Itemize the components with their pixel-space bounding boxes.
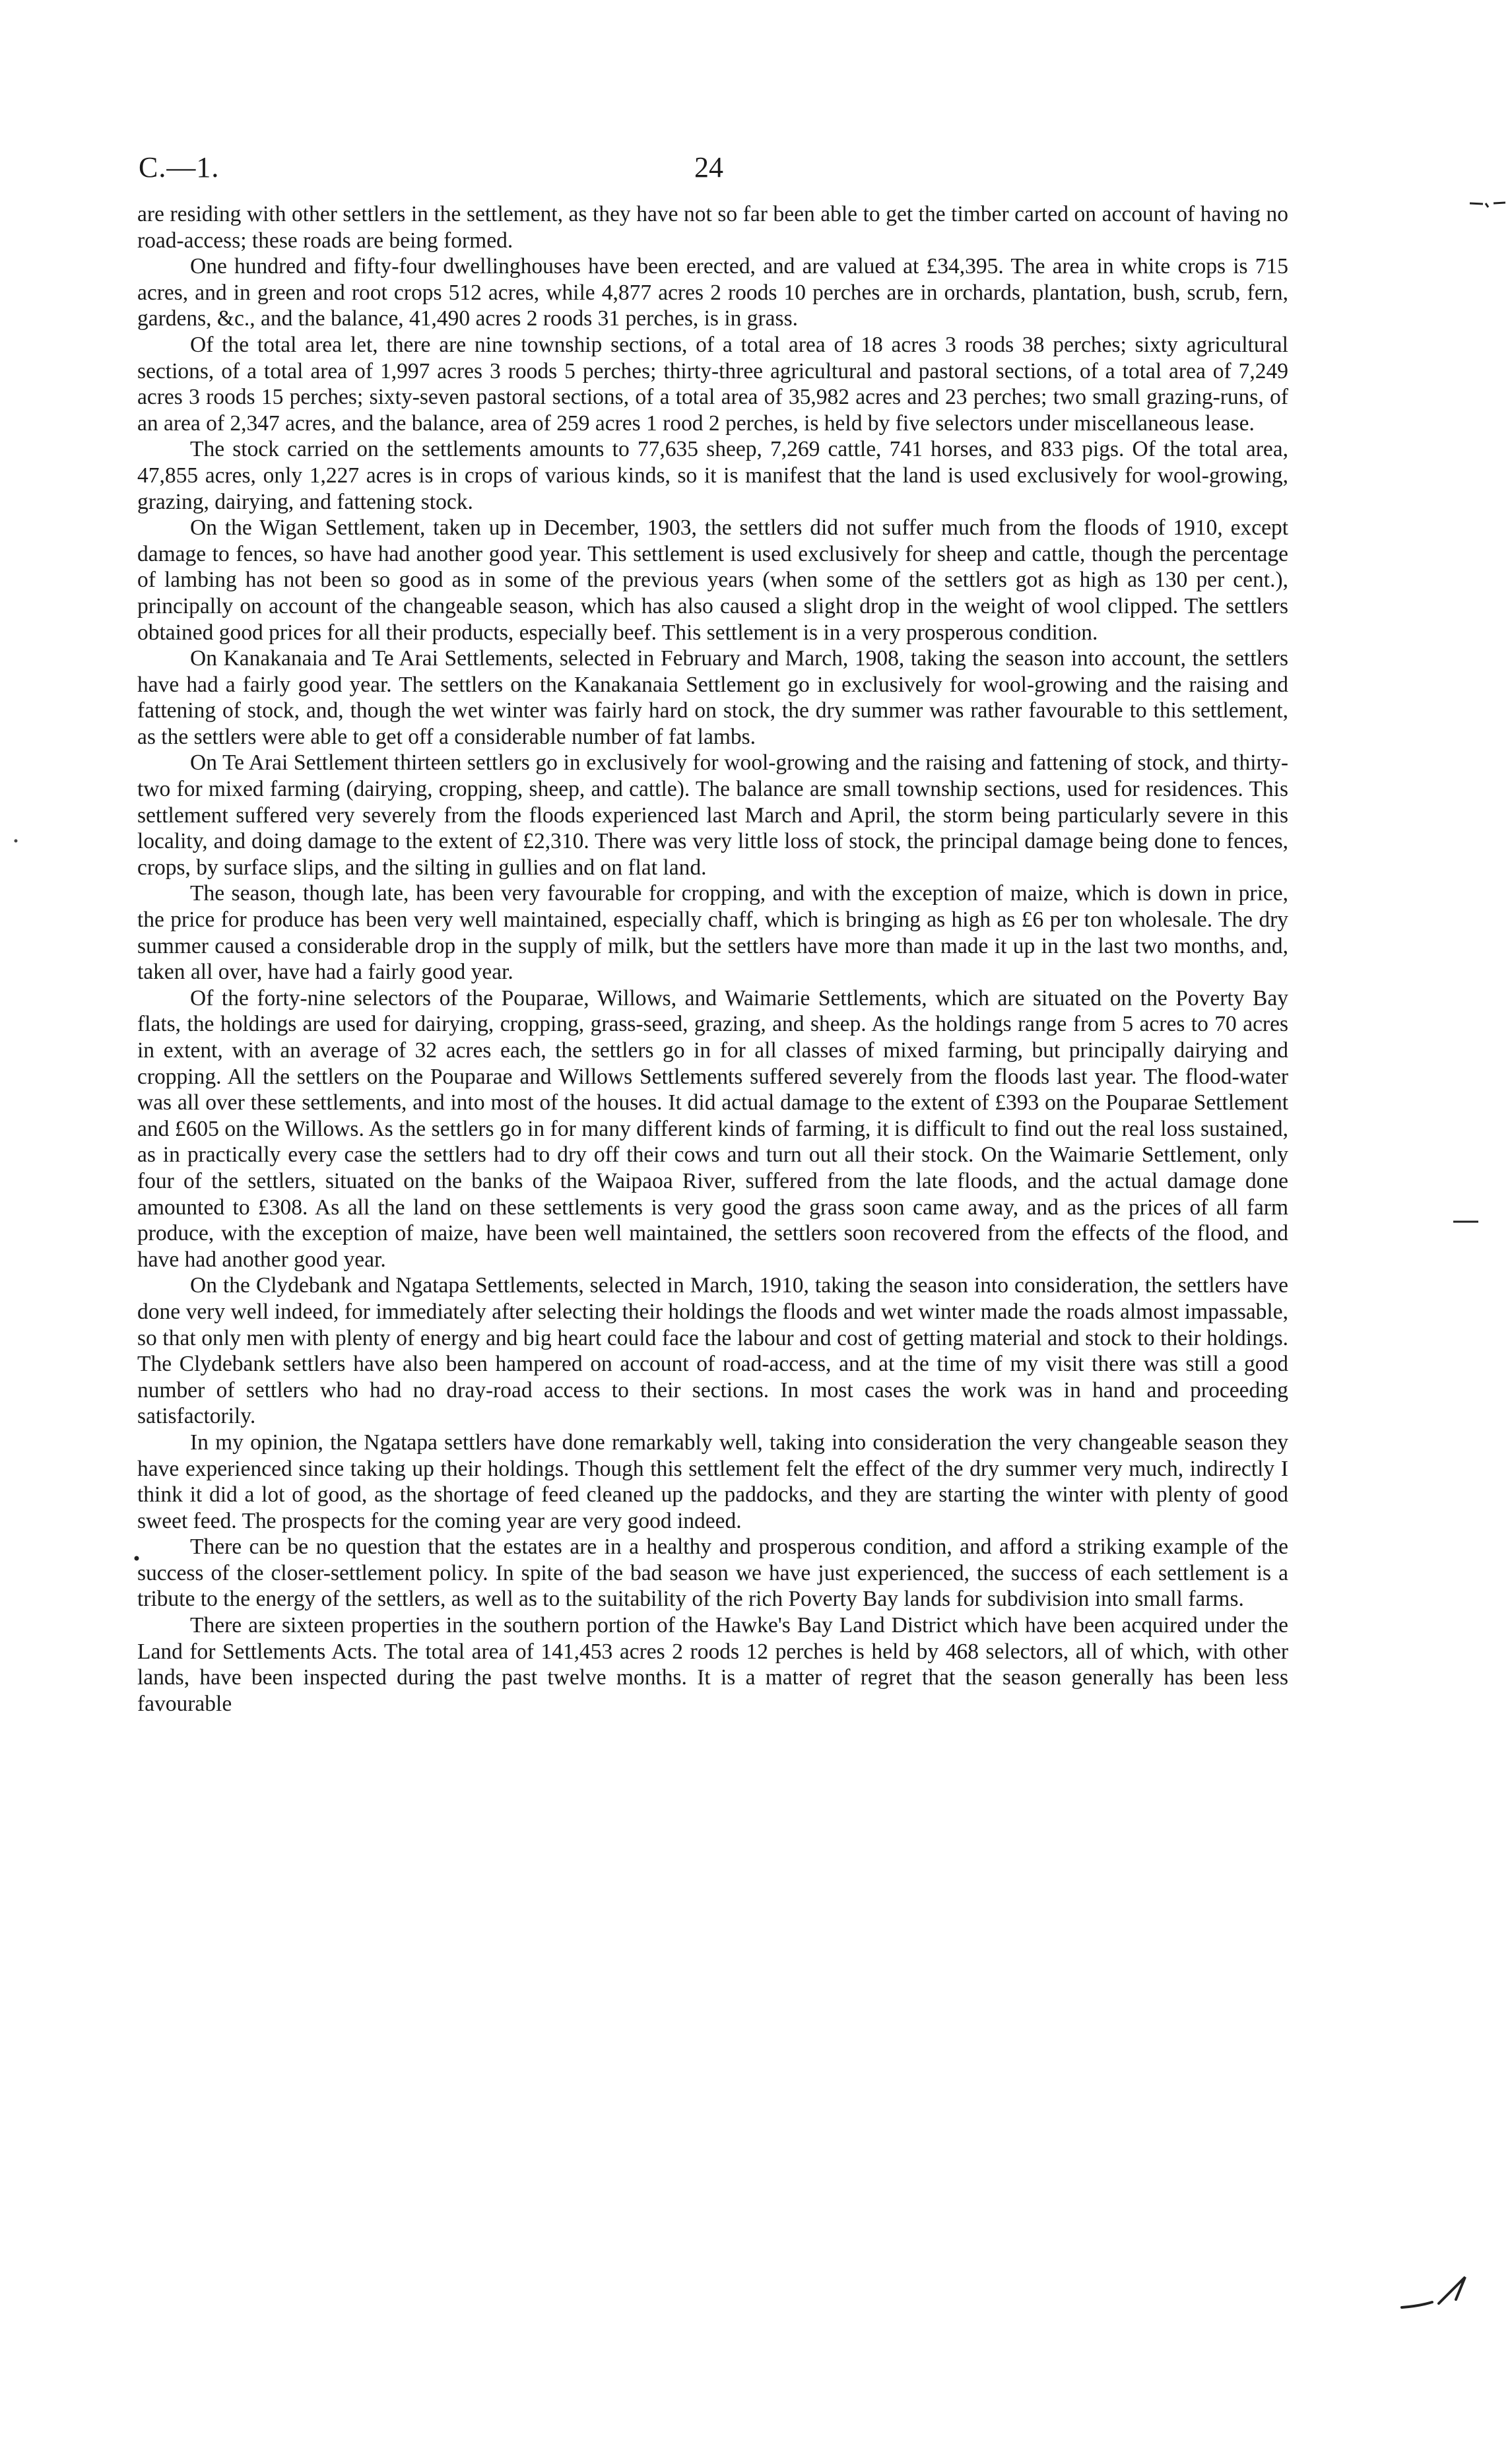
paragraph-clydebank: On the Clydebank and Ngatapa Settlements, selected in March, 1910, taking the season into consideration, the settlers have done very well indeed, for immediately after selecting their holdings the floods and wet winter made the roads almost impassable, so that only men with plenty of energy and big heart could face the labour and cost of getting material and stock to their holdings. The Clydebank settlers have also been hampered on account of road-access, and at the time of my visit there was still a good number of settlers who had no dray-road access to their sections. In most cases the work was in hand and proceeding satisfactorily. [137, 1273, 1288, 1429]
paragraph-te-arai: On Te Arai Settlement thirteen settlers go in exclusively for wool-growing and the raising and fattening of stock, and thirty-two for mixed farming (dairying, cropping, sheep, and cattle). The balance are small township sections, used for residences. This settlement suffered very severely from the floods experienced last March and April, the storm being particularly severe in this locality, and doing damage to the extent of £2,310. There was very little loss of stock, the principal damage being done to fences, crops, by surface slips, and the silting in gullies and on flat land. [137, 750, 1288, 880]
body-text [137, 201, 1288, 1717]
paragraph-stock: The stock carried on the settlements amounts to 77,635 sheep, 7,269 cattle, 741 horses, and 833 pigs. Of the total area, 47,855 acres, only 1,227 acres is in crops of various kinds, so it is manifest that the land is used exclusively for wool-growing, grazing, dairying, and fattening stock. [137, 437, 1288, 514]
margin-dot-left [13, 838, 18, 844]
paragraph-ngatapa: In my opinion, the Ngatapa settlers have done remarkably well, taking into consideration the very changeable season they have experienced since taking up their holdings. Though this settlement felt the effect of the dry summer very much, indirectly I think it did a lot of good, as the shortage of feed cleaned up the paddocks, and they are starting the winter with plenty of good sweet feed. The prospects for the coming year are very good indeed. [137, 1430, 1288, 1533]
paragraph-wigan: On the Wigan Settlement, taken up in December, 1903, the settlers did not suffer much from the floods of 1910, except damage to fences, so have had another good year. This settlement is used exclusively for sheep and cattle, though the percentage of lambing has not been so good as in some of the previous years (when some of the settlers got as high as 130 per cent.), principally on account of the changeable season, which has also caused a slight drop in the weight of wool clipped. The settlers obtained good prices for all their products, especially beef. This settlement is in a very prosperous condition. [137, 515, 1288, 645]
paragraph-dwellinghouses: One hundred and fifty-four dwellinghouses have been erected, and are valued at £34,395. The area in white crops is 715 acres, and in green and root crops 512 acres, while 4,877 acres 2 roods 10 perches are in orchards, plantation, bush, scrub, fern, gardens, &c., and the balance, 41,490 acres 2 roods 31 perches, is in grass. [137, 254, 1288, 331]
paragraph-hawkes-bay: There are sixteen properties in the southern portion of the Hawke's Bay Land District which have been acquired under the Land for Settlements Acts. The total area of 141,453 acres 2 roods 12 perches is held by 468 selectors, all of which, with other lands, have been inspected during the past twelve months. It is a matter of regret that the season generally has been less favourable [137, 1613, 1288, 1716]
page-header [139, 150, 1287, 190]
paragraph-continuation: are residing with other settlers in the settlement, as they have not so far been able to get the timber carted on account of having no road-access; these roads are being formed. [137, 202, 1288, 253]
series-reference: C.—1. [139, 151, 220, 183]
paragraph-pouparae: Of the forty-nine selectors of the Pouparae, Willows, and Waimarie Settlements, which are situated on the Poverty Bay flats, the holdings are used for dairying, cropping, grass-seed, grazing, and sheep. As the holdings range from 5 acres to 70 acres in extent, with an average of 32 acres each, the settlers go in for all classes of mixed farming, but principally dairying and cropping. All the settlers on the Pouparae and Willows Settlements suffered severely from the floods last year. The flood-water was all over these settlements, and into most of the houses. It did actual damage to the extent of £393 on the Pouparae Settlement and £605 on the Willows. As the settlers go in for many different kinds of farming, it is difficult to find out the real loss sustained, as in practically every case the settlers had to dry off their cows and turn out all their stock. On the Waimarie Settlement, only four of the settlers, situated on the banks of the Waipaoa River, suffered from the late floods, and the actual damage done amounted to £308. As all the land on these settlements is very good the grass soon came away, and as the prices of all farm produce, with the exception of maize, have been well maintained, the settlers soon recovered from the effects of the flood, and have had another good year. [137, 985, 1288, 1272]
margin-dot [133, 1555, 140, 1562]
paragraph-kanakanaia: On Kanakanaia and Te Arai Settlements, selected in February and March, 1908, taking the season into account, the settlers have had a fairly good year. The settlers on the Kanakanaia Settlement go in exclusively for wool-growing and the raising and fattening of stock, and, though the wet winter was fairly hard on stock, the dry summer was rather favourable to this settlement, as the settlers were able to get off a considerable number of fat lambs. [137, 646, 1288, 749]
margin-pen-mark [1399, 2270, 1472, 2317]
paragraph-season: The season, though late, has been very favourable for cropping, and with the exception of maize, which is down in price, the price for produce has been very well maintained, especially chaff, which is bringing as high as £6 per ton wholesale. The dry summer caused a considerable drop in the supply of milk, but the settlers have more than made it up in the last two months, and, taken all over, have had a fairly good year. [137, 881, 1288, 985]
paragraph-estates: There can be no question that the estates are in a healthy and prosperous condition, and afford a striking example of the success of the closer-settlement policy. In spite of the bad season we have just experienced, the success of each settlement is a tribute to the energy of the settlers, as well as to the suitability of the rich Poverty Bay lands for subdivision into small farms. [137, 1535, 1288, 1612]
paragraph-area-let: Of the total area let, there are nine township sections, of a total area of 18 acres 3 roods 38 perches; sixty agricultural sections, of a total area of 1,997 acres 3 roods 5 perches; thirty-three agricultural and pastoral sections, of a total area of 7,249 acres 3 roods 15 perches; sixty-seven pastoral sections, of a total area of 35,982 acres and 23 perches; two small grazing-runs, of an area of 2,347 acres, and the balance, area of 259 acres 1 rood 2 perches, is held by five selectors under miscellaneous lease. [137, 332, 1288, 436]
margin-dash-top [1468, 198, 1508, 209]
page-number: 24 [694, 151, 723, 183]
margin-dash-middle [1452, 1218, 1492, 1225]
